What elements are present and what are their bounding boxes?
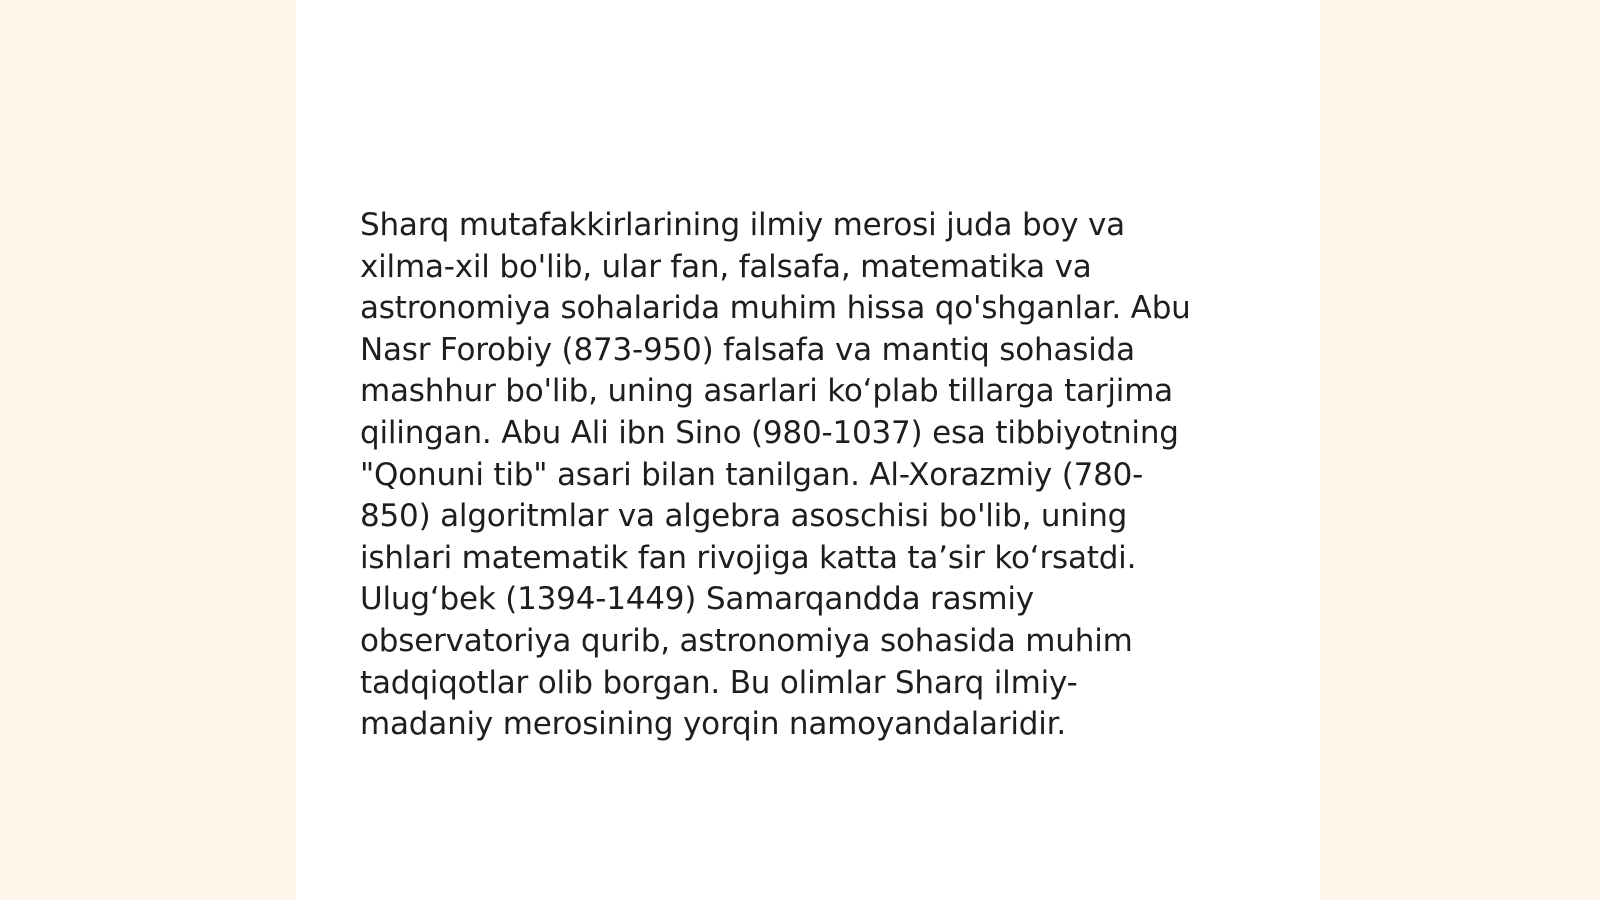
- document-page: [296, 0, 1320, 900]
- body-paragraph: Sharq mutafakkirlarining ilmiy merosi juda boy va xilma-xil bo'lib, ular fan, falsafa, matematika va astronomiya sohalarida muhim hissa qo'shganlar. Abu Nasr Forobiy (873-950) falsafa va mantiq sohasida mashhur bo'lib, uning asarlari ko‘plab tillarga tarjima qilingan. Abu Ali ibn Sino (980-1037) esa tibbiyotning "Qonuni tib" asari bilan tanilgan. Al-Xorazmiy (780- 850) algoritmlar va algebra asoschisi bo'lib, uning ishlari matematik fan rivojiga katta ta’sir ko‘rsatdi. Ulug‘bek (1394-1449) Samarqandda rasmiy observatoriya qurib, astronomiya sohasida muhim tadqiqotlar olib borgan. Bu olimlar Sharq ilmiy- madaniy merosining yorqin namoyandalaridir.: [360, 207, 1191, 743]
